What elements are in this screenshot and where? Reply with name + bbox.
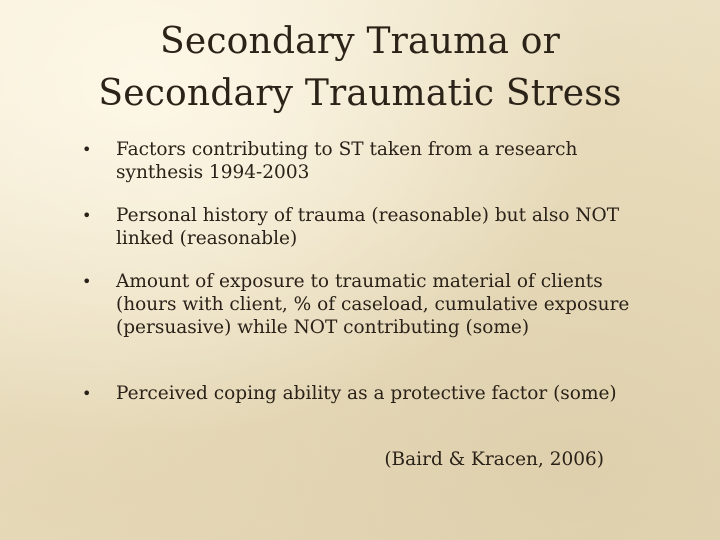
title-line-1: Secondary Trauma or xyxy=(159,21,561,62)
bullet-dot: • xyxy=(82,140,92,159)
bullet-dot: • xyxy=(82,206,92,225)
bullet-text: Factors contributing to ST taken from a research synthesis 1994-2003 xyxy=(116,139,578,183)
bullet-text: Perceived coping ability as a protective factor (some) xyxy=(116,383,617,404)
bullet-dot: • xyxy=(82,384,92,403)
bullet-dot: • xyxy=(82,272,92,291)
citation: (Baird & Kracen, 2006) xyxy=(384,449,604,470)
bullet-text: Amount of exposure to traumatic material of clients (hours with client, % of caseload, cumulative exposure (persuasive) while NOT contributing (some) xyxy=(116,271,630,338)
bullet-text: Personal history of trauma (reasonable) but also NOT linked (reasonable) xyxy=(116,205,620,249)
title-line-2: Secondary Traumatic Stress xyxy=(98,73,622,114)
